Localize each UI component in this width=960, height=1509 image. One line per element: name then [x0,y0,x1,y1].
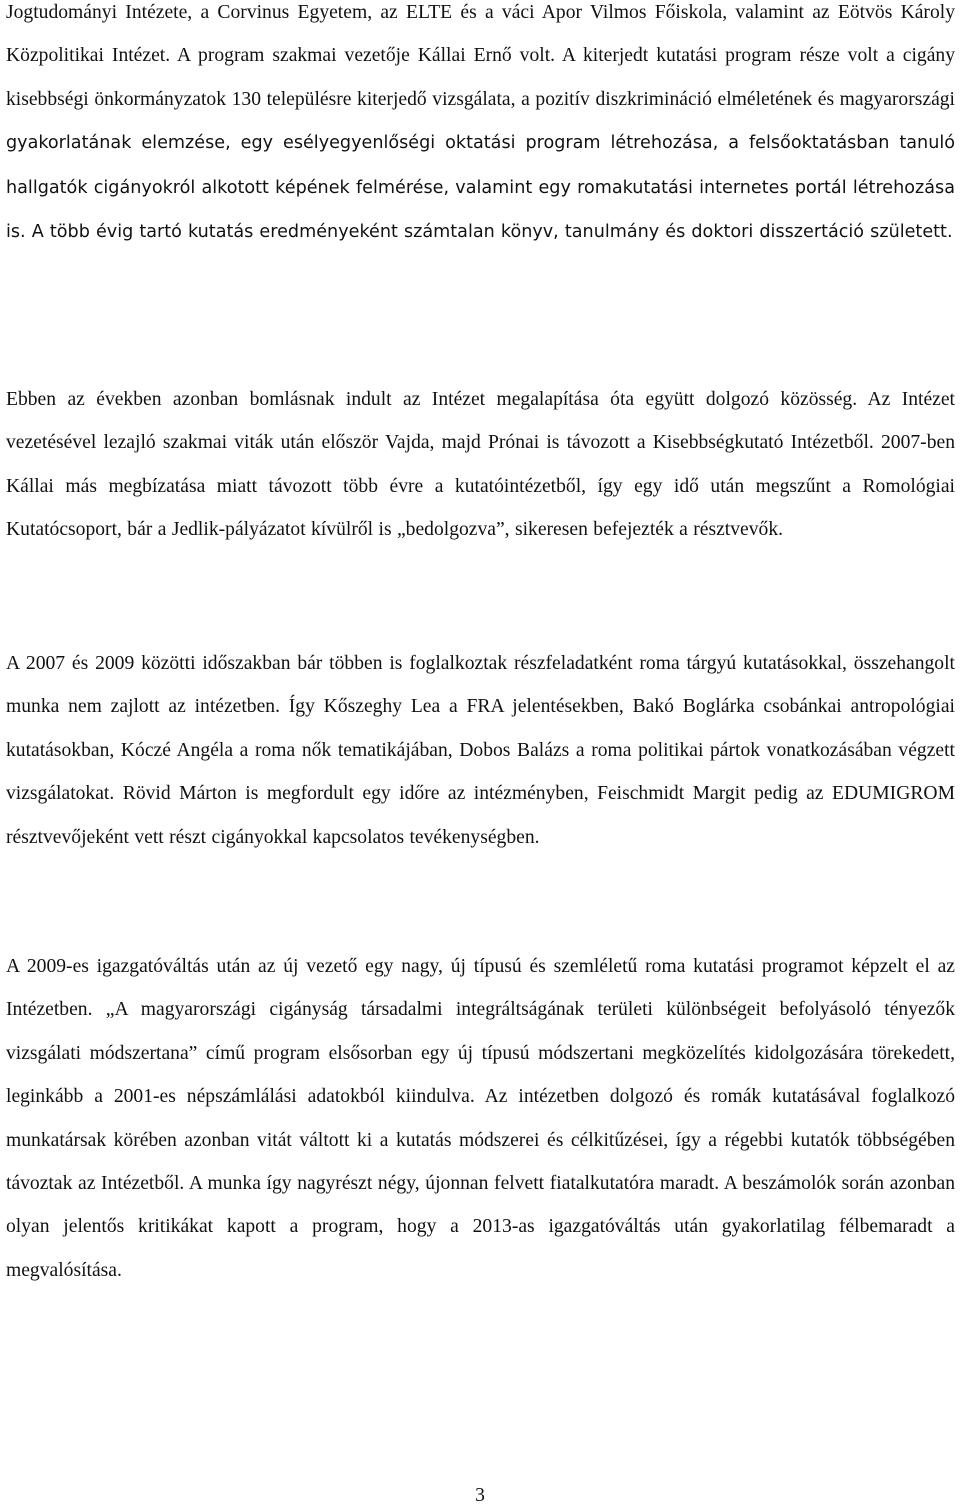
paragraph-3: A 2007 és 2009 közötti időszakban bár többen is foglalkoztak részfeladatként roma tárgyú kutatásokkal, összehangolt munka nem zajlott az intézetben. Így Kőszeghy Lea a FRA jelentésekben, Bakó Boglárka csobánkai antropológiai kutatásokban, Kóczé Angéla a roma nők tematikájában, Dobos Balázs a roma politikai pártok vonatkozásában végzett vizsgálatokat. Rövid Márton is megfordult egy időre az intézményben, Feischmidt Margit pedig az EDUMIGROM résztvevőjeként vett részt cigányokkal kapcsolatos tevékenységben. [6,653,955,848]
paragraph-1 [6,0,955,254]
paragraph-1-serif-part: Jogtudományi Intézete, a Corvinus Egyetem, az ELTE és a váci Apor Vilmos Főiskola, valamint az Eötvös Károly Közpolitikai Intézet. A program szakmai vezetője Kállai Ernő volt. A kiterjedt kutatási program része volt a cigány kisebbségi önkormányzatok 130 településre kiterjedő vizsgálata, a pozitív diszkrimináció elméletének és magyarországi [6,2,955,110]
page-number: 3 [475,1485,485,1506]
paragraph-2: Ebben az években azonban bomlásnak indult az Intézet megalapítása óta együtt dolgozó közösség. Az Intézet vezetésével lezajló szakmai viták után először Vajda, majd Prónai is távozott a Kisebbségkutató Intézetből. 2007-ben Kállai más megbízatása miatt távozott több évre a kutatóintézetből, így egy idő után megszűnt a Romológiai Kutatócsoport, bár a Jedlik-pályázatot kívülről is „bedolgozva”, sikeresen befejezték a résztvevők. [6,389,955,541]
paragraph-1-sans-part: gyakorlatának elemzése, egy esélyegyenlőségi oktatási program létrehozása, a felsőoktatásban tanuló hallgatók cigányokról alkotott képének felmérése, valamint egy romakutatási internetes portál létrehozása is. A több évig tartó kutatás eredményeként számtalan könyv, tanulmány és doktori disszertáció született. [6,133,955,243]
paragraph-4: A 2009-es igazgatóváltás után az új vezető egy nagy, új típusú és szemléletű roma kutatási programot képzelt el az Intézetben. „A magyarországi cigányság társadalmi integráltságának területi különbségeit befolyásoló tényezők vizsgálati módszertana” című program elsősorban egy új típusú módszertani megközelítés kidolgozására törekedett, leginkább a 2001-es népszámlálási adatokból kiindulva. Az intézetben dolgozó és romák kutatásával foglalkozó munkatársak körében azonban vitát váltott ki a kutatás módszerei és célkitűzései, így a régebbi kutatók többségében távoztak az Intézetből. A munka így nagyrészt négy, újonnan felvett fiatalkutatóra maradt. A beszámolók során azonban olyan jelentős kritikákat kapott a program, hogy a 2013-as igazgatóváltás után gyakorlatilag félbemaradt a megvalósítása. [6,956,955,1281]
